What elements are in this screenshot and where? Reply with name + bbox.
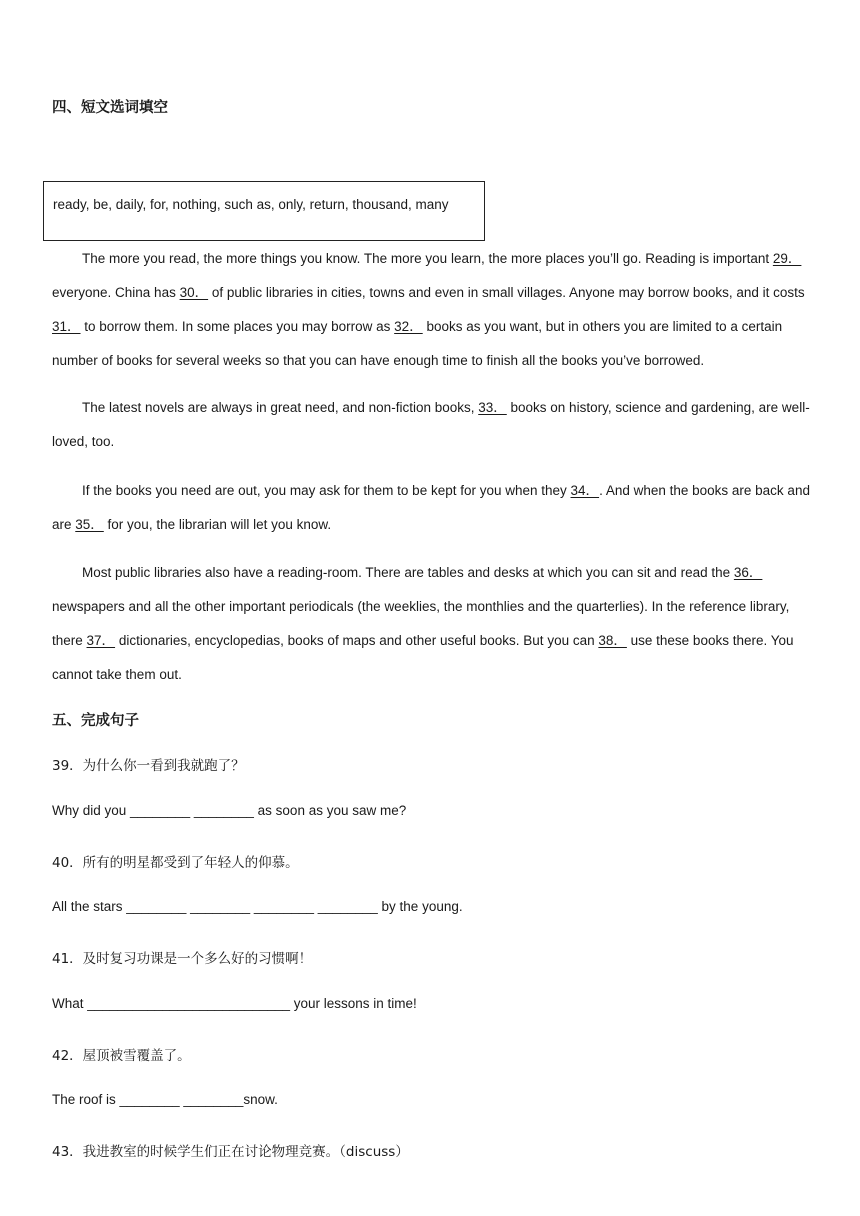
- blank-35[interactable]: 35．: [75, 517, 104, 532]
- p3-text-2: . And when the books are back and are: [52, 483, 810, 532]
- paragraph-1: [52, 242, 812, 378]
- paragraph-4: [52, 556, 812, 692]
- question-39-chinese: 39．为什么你一看到我就跑了？: [52, 758, 245, 774]
- blank-34[interactable]: 34．: [570, 483, 600, 498]
- p3-text-1: If the books you need are out, you may ask for them to be kept for you when they: [82, 483, 571, 498]
- blank-30[interactable]: 30．: [179, 285, 209, 300]
- p1-text-1: The more you read, the more things you know. The more you learn, the more places you’ll go. Reading is important: [82, 251, 773, 266]
- paragraph-3: [52, 474, 812, 542]
- p2-text-1: The latest novels are always in great need, and non-fiction books,: [82, 400, 479, 415]
- p3-text-3: for you, the librarian will let you know.: [103, 517, 332, 532]
- paragraph-2: [52, 391, 812, 459]
- blank-36[interactable]: 36．: [733, 565, 763, 580]
- p1-text-4: to borrow them. In some places you may borrow as: [80, 319, 395, 334]
- question-40-chinese: 40．所有的明星都受到了年轻人的仰慕。: [52, 855, 299, 871]
- p1-text-5: books as you want, but in others you are limited to a certain number of books for several weeks so that you can have enough time to finish all the books you’ve borrowed.: [52, 319, 783, 368]
- p2-text-2: books on history, science and gardening, are well-loved, too.: [52, 400, 810, 449]
- word-bank: ready, be, daily, for, nothing, such as, only, return, thousand, many: [53, 197, 449, 212]
- section-4-title: 四、短文选词填空: [52, 100, 168, 116]
- p4-text-1: Most public libraries also have a reading-room. There are tables and desks at which you can sit and read the: [82, 565, 734, 580]
- question-41-english[interactable]: What ___________________________ your lessons in time!: [52, 996, 417, 1011]
- blank-37[interactable]: 37．: [86, 633, 116, 648]
- blank-38[interactable]: 38．: [598, 633, 627, 648]
- question-42-chinese: 42．屋顶被雪覆盖了。: [52, 1048, 191, 1064]
- word-bank-box: [43, 181, 485, 241]
- question-43-chinese: 43．我进教室的时候学生们正在讨论物理竞赛。（discuss）: [52, 1144, 409, 1160]
- blank-33[interactable]: 33．: [478, 400, 507, 415]
- blank-31[interactable]: 31．: [52, 319, 81, 334]
- question-40-english[interactable]: All the stars ________ ________ ________ ________ by the young.: [52, 899, 463, 914]
- question-39-english[interactable]: Why did you ________ ________ as soon as you saw me?: [52, 803, 407, 818]
- section-5-title: 五、完成句子: [52, 713, 139, 729]
- blank-32[interactable]: 32．: [394, 319, 423, 334]
- p4-text-2: newspapers and all the other important periodicals (the weeklies, the monthlies and the quarterlies). In the reference library, there: [52, 599, 790, 648]
- p4-text-4: use these books there. You cannot take them out.: [52, 633, 794, 682]
- question-42-english[interactable]: The roof is ________ ________snow.: [52, 1092, 278, 1107]
- blank-29[interactable]: 29．: [772, 251, 802, 266]
- p4-text-3: dictionaries, encyclopedias, books of maps and other useful books. But you can: [115, 633, 599, 648]
- p1-text-3: of public libraries in cities, towns and even in small villages. Anyone may borrow books, and it costs: [208, 285, 805, 300]
- question-41-chinese: 41．及时复习功课是一个多么好的习惯啊！: [52, 951, 313, 967]
- p1-text-2: everyone. China has: [52, 285, 180, 300]
